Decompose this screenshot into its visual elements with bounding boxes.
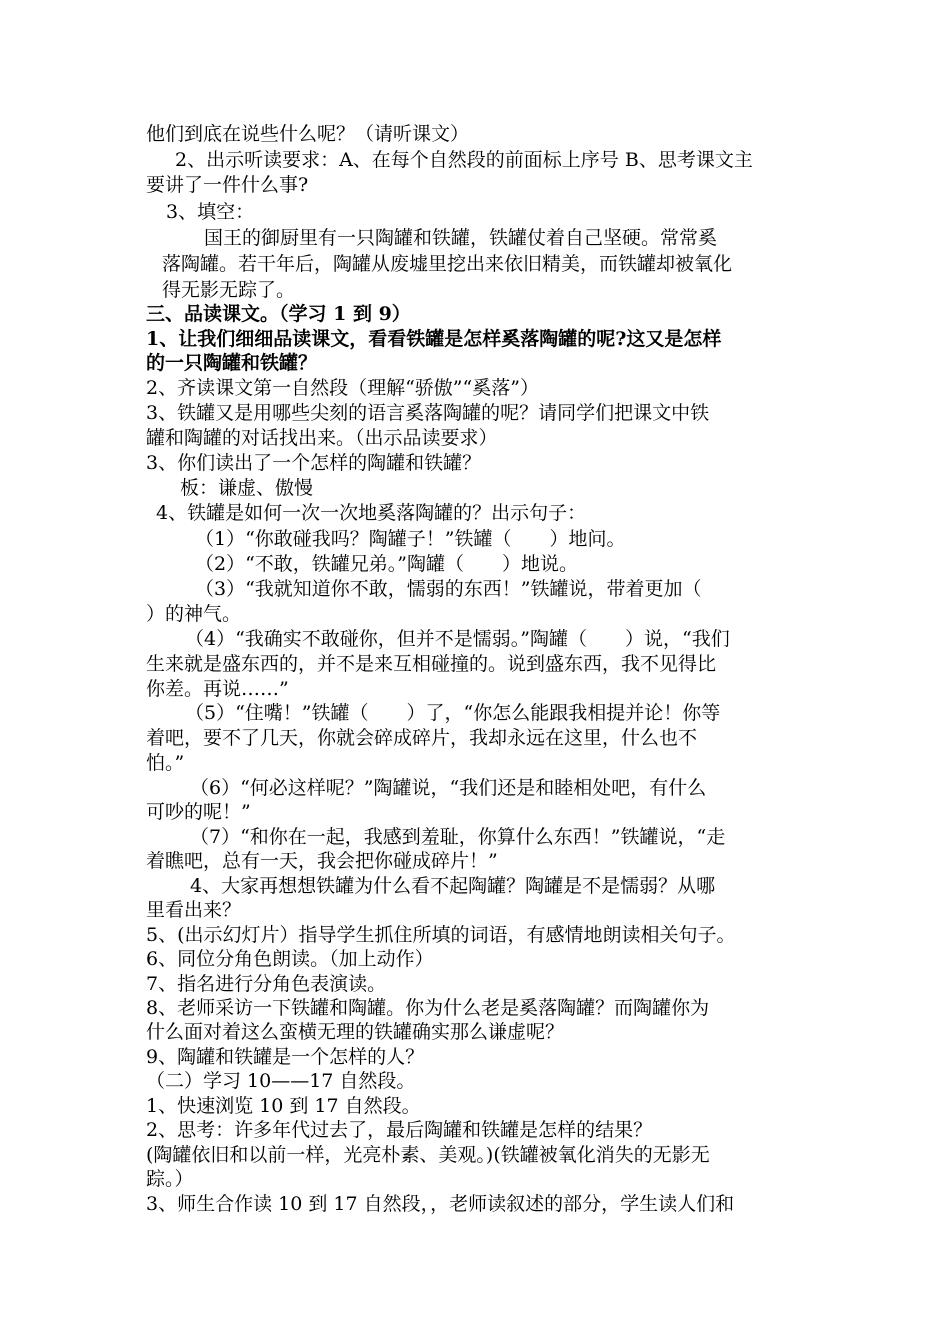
- text-line: 5、(出示幻灯片）指导学生抓住所填的词语，有感情地朗读相关句子。: [146, 924, 736, 946]
- text-line: 里看出来？: [146, 899, 242, 921]
- text-line: 8、老师采访一下铁罐和陶罐。你为什么老是奚落陶罐？而陶罐你为: [146, 997, 710, 1019]
- text-line: 要讲了一件什么事?: [146, 174, 309, 196]
- text-line: 得无影无踪了。: [162, 279, 296, 301]
- text-line: 2、出示听读要求：A、在每个自然段的前面标上序号 B、思考课文主: [175, 149, 753, 171]
- text-line: 踪。）: [146, 1168, 194, 1190]
- section-heading: 三、品读课文。（学习 1 到 9）: [146, 303, 411, 325]
- text-line: 3、填空：: [166, 201, 255, 223]
- text-line: （二）学习 10——17 自然段。: [146, 1070, 416, 1092]
- text-line: 怕。”: [146, 752, 185, 774]
- text-line: 9、陶罐和铁罐是一个怎样的人？: [146, 1046, 425, 1068]
- text-line: 的一只陶罐和铁罐？: [146, 352, 318, 374]
- text-line: 3、铁罐又是用哪些尖刻的语言奚落陶罐的呢？请同学们把课文中铁: [146, 402, 710, 424]
- text-line: 2、齐读课文第一自然段（理解“骄傲”“奚落”）: [146, 377, 539, 399]
- text-line: 什么面对着这么蛮横无理的铁罐确实那么谦虚呢？: [146, 1021, 565, 1043]
- text-line: 1、让我们细细品读课文，看看铁罐是怎样奚落陶罐的呢?这又是怎样: [146, 328, 722, 350]
- text-line: 罐和陶罐的对话找出来。（出示品读要求）: [146, 427, 498, 449]
- text-line: ）的神气。: [146, 603, 242, 625]
- text-line: 你差。再说……”: [146, 678, 289, 700]
- text-line: 3、你们读出了一个怎样的陶罐和铁罐？: [146, 452, 482, 474]
- text-line: 可吵的呢！”: [146, 801, 251, 823]
- text-line: 3、师生合作读 10 到 17 自然段，，老师读叙述的部分，学生读人们和: [146, 1193, 735, 1215]
- text-line: （4）“我确实不敢碰你，但并不是懦弱。”陶罐（ ）说，“我们: [185, 628, 730, 650]
- text-line: 7、指名进行分角色表演读。: [146, 973, 387, 995]
- text-line: 板：谦虚、傲慢: [180, 477, 314, 499]
- text-line: 他们到底在说些什么呢？（请听课文）: [146, 123, 470, 145]
- text-line: 着瞧吧，总有一天，我会把你碰成碎片！”: [146, 850, 498, 872]
- text-line: 2、思考：许多年代过去了，最后陶罐和铁罐是怎样的结果？: [146, 1119, 653, 1141]
- text-line: 生来就是盛东西的，并不是来互相碰撞的。说到盛东西，我不见得比: [146, 653, 717, 675]
- text-line: （3）“我就知道你不敢，懦弱的东西！”铁罐说，带着更加（: [195, 578, 702, 600]
- text-line: 国王的御厨里有一只陶罐和铁罐，铁罐仗着自己坚硬。常常奚: [204, 227, 718, 249]
- text-line: 着吧，要不了几天，你就会碎成碎片，我却永远在这里，什么也不: [146, 727, 698, 749]
- text-line: 6、同位分角色朗读。（加上动作）: [146, 948, 434, 970]
- text-line: （7）“和你在一起，我感到羞耻，你算什么东西！”铁罐说，“走: [190, 826, 726, 848]
- text-line: 4、大家再想想铁罐为什么看不起陶罐？陶罐是不是懦弱？从哪: [190, 875, 716, 897]
- text-line: （5）“住嘴！”铁罐（ ）了，“你怎么能跟我相提并论！你等: [185, 702, 721, 724]
- text-line: 落陶罐。若干年后，陶罐从废墟里挖出来依旧精美，而铁罐却被氧化: [162, 253, 733, 275]
- text-line: (陶罐依旧和以前一样，光亮朴素、美观。)(铁罐被氧化消失的无影无: [146, 1144, 710, 1166]
- text-line: 4、铁罐是如何一次一次地奚落陶罐的？出示句子：: [156, 502, 587, 524]
- text-line: （1）“你敢碰我吗？陶罐子！”铁罐（ ）地问。: [195, 528, 626, 550]
- text-line: （2）“不敢，铁罐兄弟。”陶罐（ ）地说。: [195, 553, 579, 575]
- text-line: 1、快速浏览 10 到 17 自然段。: [146, 1095, 421, 1117]
- text-line: （6）“何必这样呢？”陶罐说，“我们还是和睦相处吧，有什么: [190, 777, 707, 799]
